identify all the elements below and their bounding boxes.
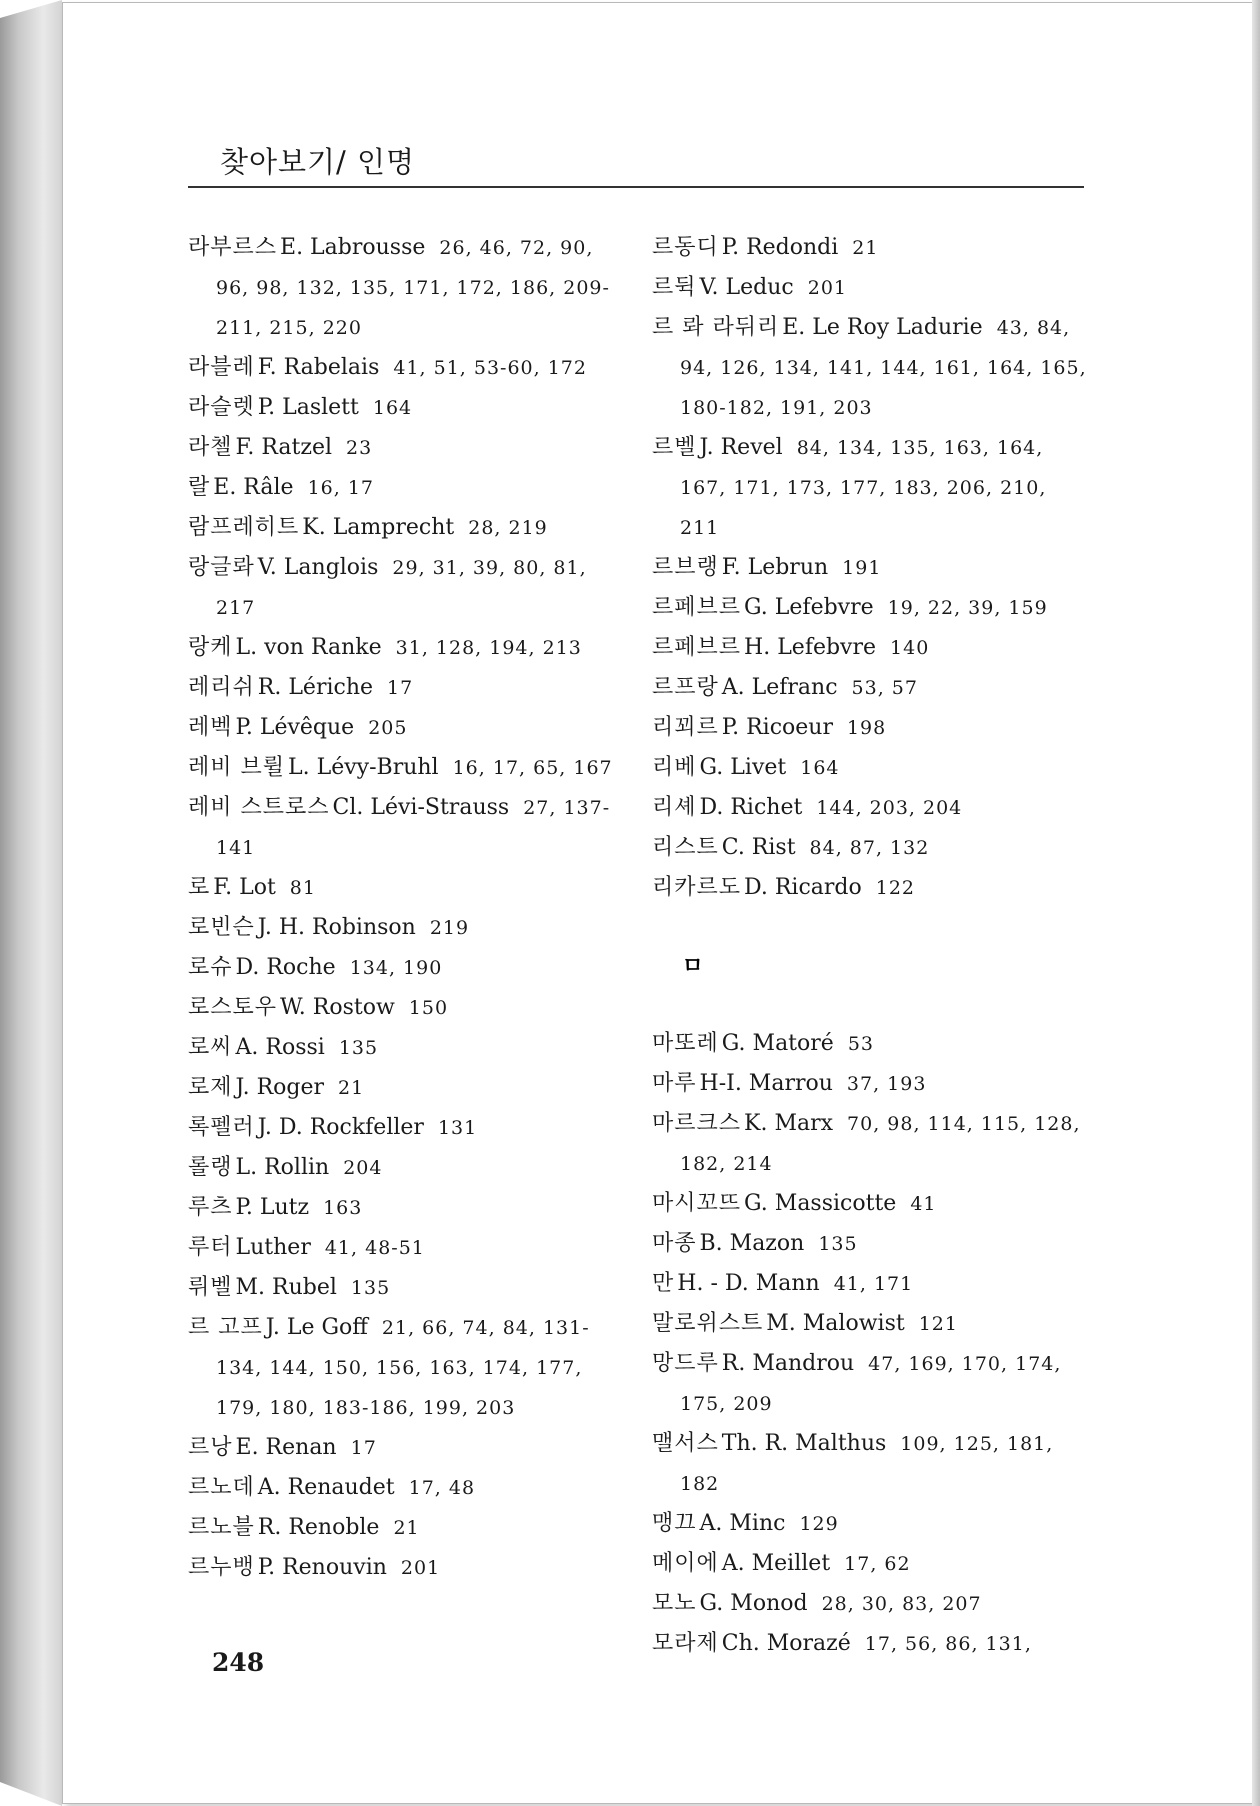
page-number: 248 (212, 1648, 265, 1677)
entry-page-refs: 81 (289, 877, 316, 899)
entry-page-refs: 131 (437, 1117, 478, 1139)
entry-original-name: P. Lutz (235, 1195, 310, 1220)
entry-original-name: C. Rist (721, 835, 796, 860)
entry-page-refs: 23 (346, 437, 373, 459)
entry-korean-name: 레비 브륄 (188, 755, 286, 780)
entry-original-name: M. Malowist (766, 1311, 905, 1336)
entry-korean-name: 르동디 (652, 235, 719, 260)
entry-original-name: D. Roche (235, 955, 336, 980)
entry-korean-name: 말로위스트 (652, 1311, 764, 1336)
index-entry (652, 1224, 1092, 1264)
entry-page-refs: 28, 30, 83, 207 (821, 1593, 982, 1615)
entry-page-refs: 164 (800, 757, 840, 779)
entry-korean-name: 라부르스 (188, 235, 278, 260)
entry-korean-name: 마시꼬뜨 (652, 1191, 742, 1216)
index-entry (188, 708, 628, 748)
entry-korean-name: 레벡 (188, 715, 233, 740)
index-entry (652, 1544, 1092, 1584)
index-entry (652, 828, 1092, 868)
index-entry (188, 628, 628, 668)
entry-original-name: A. Lefranc (721, 675, 838, 700)
entry-original-name: P. Ricoeur (721, 715, 833, 740)
entry-original-name: D. Richet (699, 795, 803, 820)
entry-korean-name: 라블레 (188, 355, 255, 380)
entry-korean-name: 맬서스 (652, 1431, 719, 1456)
entry-original-name: R. Renoble (257, 1515, 380, 1540)
entry-korean-name: 루츠 (188, 1195, 233, 1220)
entry-original-name: P. Redondi (721, 235, 839, 260)
entry-korean-name: 모라제 (652, 1631, 719, 1656)
index-entry (652, 548, 1092, 588)
entry-original-name: K. Marx (744, 1111, 834, 1136)
index-column-right (652, 228, 1092, 1664)
entry-korean-name: 르 롸 라뒤리 (652, 315, 780, 340)
index-entry (188, 668, 628, 708)
entry-page-refs: 47, 169, 170, 174, 175, 209 (680, 1353, 1062, 1415)
entry-original-name: P. Renouvin (257, 1555, 387, 1580)
entry-page-refs: 53 (847, 1033, 874, 1055)
entry-page-refs: 84, 134, 135, 163, 164, 167, 171, 173, 177, 183, 206, 210, 211 (680, 437, 1047, 539)
entry-original-name: Ch. Morazé (721, 1631, 851, 1656)
index-entry (188, 788, 628, 868)
entry-korean-name: 메이에 (652, 1551, 719, 1576)
entry-page-refs: 129 (799, 1513, 839, 1535)
index-entry (652, 1624, 1092, 1664)
entry-page-refs: 16, 17 (307, 477, 374, 499)
index-entry (652, 748, 1092, 788)
entry-korean-name: 망드루 (652, 1351, 719, 1376)
entry-korean-name: 로 (188, 875, 211, 900)
entry-korean-name: 리셰 (652, 795, 697, 820)
entry-original-name: V. Langlois (257, 555, 379, 580)
entry-original-name: R. Lériche (257, 675, 374, 700)
entry-korean-name: 르낭 (188, 1435, 233, 1460)
entry-korean-name: 랑글롸 (188, 555, 255, 580)
entry-original-name: E. Renan (235, 1435, 337, 1460)
index-entry (188, 1308, 628, 1428)
entry-korean-name: 리스트 (652, 835, 719, 860)
entry-korean-name: 모노 (652, 1591, 697, 1616)
entry-page-refs: 201 (400, 1557, 441, 1579)
entry-page-refs: 134, 190 (349, 957, 443, 979)
entry-original-name: G. Lefebvre (744, 595, 874, 620)
index-entry (188, 388, 628, 428)
entry-original-name: B. Mazon (699, 1231, 805, 1256)
entry-korean-name: 로스토우 (188, 995, 278, 1020)
entry-korean-name: 마루 (652, 1071, 697, 1096)
entry-original-name: G. Massicotte (744, 1191, 897, 1216)
entry-page-refs: 17, 56, 86, 131, (864, 1633, 1032, 1655)
entry-original-name: J. Revel (699, 435, 783, 460)
index-entry (652, 588, 1092, 628)
entry-korean-name: 람프레히트 (188, 515, 300, 540)
index-entry (652, 1344, 1092, 1424)
entry-korean-name: 르노블 (188, 1515, 255, 1540)
index-entry (188, 1228, 628, 1268)
index-entry (188, 908, 628, 948)
entry-original-name: L. Rollin (235, 1155, 330, 1180)
index-entry (652, 1024, 1092, 1064)
entry-page-refs: 140 (890, 637, 930, 659)
entry-page-refs: 29, 31, 39, 80, 81, 217 (216, 557, 587, 619)
index-entry (652, 668, 1092, 708)
entry-page-refs: 204 (343, 1157, 383, 1179)
entry-page-refs: 109, 125, 181, 182 (680, 1433, 1054, 1495)
entry-page-refs: 19, 22, 39, 159 (887, 597, 1048, 619)
entry-original-name: E. Le Roy Ladurie (782, 315, 983, 340)
entry-original-name: E. Râle (213, 475, 294, 500)
entry-korean-name: 레비 스트로스 (188, 795, 330, 820)
entry-korean-name: 레리쉬 (188, 675, 255, 700)
entry-korean-name: 록펠러 (188, 1115, 255, 1140)
entry-original-name: V. Leduc (699, 275, 794, 300)
entry-korean-name: 만 (652, 1271, 675, 1296)
entry-page-refs: 135 (338, 1037, 379, 1059)
entry-korean-name: 라첼 (188, 435, 233, 460)
entry-korean-name: 맹끄 (652, 1511, 697, 1536)
entry-page-refs: 41 (910, 1193, 937, 1215)
entry-page-refs: 191 (842, 557, 882, 579)
entry-page-refs: 201 (807, 277, 848, 299)
entry-original-name: P. Lévêque (235, 715, 355, 740)
entry-page-refs: 150 (408, 997, 449, 1019)
entry-page-refs: 21, 66, 74, 84, 131-134, 144, 150, 156, 163, 174, 177, 179, 180, 183-186, 199, 203 (216, 1317, 590, 1419)
section-letter-mark: ㅁ (682, 954, 704, 979)
entry-page-refs: 17 (387, 677, 414, 699)
entry-korean-name: 뤼벨 (188, 1275, 233, 1300)
entry-page-refs: 53, 57 (851, 677, 918, 699)
entry-original-name: W. Rostow (280, 995, 395, 1020)
index-entry (652, 228, 1092, 268)
entry-original-name: G. Monod (699, 1591, 808, 1616)
entry-page-refs: 205 (368, 717, 408, 739)
entry-korean-name: 랄 (188, 475, 211, 500)
entry-original-name: J. Roger (235, 1075, 325, 1100)
entry-page-refs: 26, 46, 72, 90, 96, 98, 132, 135, 171, 172, 186, 209-211, 215, 220 (216, 237, 610, 339)
entry-korean-name: 루터 (188, 1235, 233, 1260)
entry-page-refs: 163 (323, 1197, 363, 1219)
entry-page-refs: 21 (338, 1077, 365, 1099)
entry-original-name: J. D. Rockfeller (257, 1115, 424, 1140)
entry-korean-name: 리카르도 (652, 875, 742, 900)
entry-original-name: E. Labrousse (280, 235, 426, 260)
index-entry (652, 1064, 1092, 1104)
entry-page-refs: 135 (350, 1277, 391, 1299)
entry-page-refs: 17, 62 (844, 1553, 911, 1575)
entry-korean-name: 르누뱅 (188, 1555, 255, 1580)
entry-original-name: F. Lebrun (721, 555, 829, 580)
index-entry (188, 508, 628, 548)
index-entry (188, 1108, 628, 1148)
entry-korean-name: 르페브르 (652, 595, 742, 620)
index-entry (652, 1264, 1092, 1304)
page-title: 찾아보기/ 인명 (220, 145, 416, 179)
entry-original-name: H-I. Marrou (699, 1071, 833, 1096)
entry-korean-name: 르뒥 (652, 275, 697, 300)
index-entry (188, 1548, 628, 1588)
entry-korean-name: 라슬렛 (188, 395, 255, 420)
index-entry (188, 868, 628, 908)
entry-original-name: M. Rubel (235, 1275, 337, 1300)
entry-page-refs: 219 (429, 917, 470, 939)
page-edge (1252, 0, 1260, 1806)
entry-original-name: A. Rossi (235, 1035, 325, 1060)
entry-korean-name: 르프랑 (652, 675, 719, 700)
entry-original-name: P. Laslett (257, 395, 359, 420)
entry-page-refs: 144, 203, 204 (816, 797, 963, 819)
entry-original-name: D. Ricardo (744, 875, 862, 900)
entry-korean-name: 마종 (652, 1231, 697, 1256)
entry-korean-name: 로제 (188, 1075, 233, 1100)
index-entry (188, 548, 628, 628)
entry-page-refs: 28, 219 (468, 517, 548, 539)
index-entry (188, 948, 628, 988)
entry-original-name: K. Lamprecht (302, 515, 455, 540)
entry-original-name: H. Lefebvre (744, 635, 877, 660)
entry-original-name: Cl. Lévi-Strauss (332, 795, 510, 820)
index-entry (188, 428, 628, 468)
header-rule (188, 186, 1084, 188)
index-entry (652, 1184, 1092, 1224)
index-entry (652, 628, 1092, 668)
entry-page-refs: 16, 17, 65, 167 (452, 757, 613, 779)
index-entry (188, 1428, 628, 1468)
book-spine (0, 0, 62, 1806)
entry-page-refs: 21 (852, 237, 879, 259)
index-entry (652, 788, 1092, 828)
entry-page-refs: 21 (393, 1517, 420, 1539)
entry-original-name: F. Rabelais (257, 355, 380, 380)
entry-original-name: F. Lot (213, 875, 276, 900)
index-entry (188, 228, 628, 348)
entry-original-name: G. Livet (699, 755, 787, 780)
entry-page-refs: 70, 98, 114, 115, 128, 182, 214 (680, 1113, 1081, 1175)
entry-korean-name: 마르크스 (652, 1111, 742, 1136)
entry-page-refs: 37, 193 (846, 1073, 927, 1095)
entry-original-name: L. Lévy-Bruhl (288, 755, 439, 780)
index-entry (188, 468, 628, 508)
entry-page-refs: 198 (846, 717, 887, 739)
entry-page-refs: 43, 84, 94, 126, 134, 141, 144, 161, 164, 165, 180-182, 191, 203 (680, 317, 1087, 419)
entry-page-refs: 27, 137-141 (216, 797, 611, 859)
index-entry (652, 1584, 1092, 1624)
index-entry (188, 1028, 628, 1068)
index-entry (652, 268, 1092, 308)
entry-page-refs: 41, 171 (833, 1273, 914, 1295)
entry-page-refs: 84, 87, 132 (809, 837, 930, 859)
index-entry (652, 1504, 1092, 1544)
entry-korean-name: 로슈 (188, 955, 233, 980)
entry-original-name: A. Minc (699, 1511, 786, 1536)
index-entry (652, 868, 1092, 908)
index-entry (652, 428, 1092, 548)
index-entry (652, 1304, 1092, 1344)
index-column-left (188, 228, 628, 1588)
entry-korean-name: 로씨 (188, 1035, 233, 1060)
index-entry (652, 708, 1092, 748)
entry-original-name: A. Renaudet (257, 1475, 395, 1500)
entry-page-refs: 121 (918, 1313, 958, 1335)
entry-page-refs: 17, 48 (408, 1477, 476, 1499)
entry-korean-name: 리꾀르 (652, 715, 719, 740)
index-entry (188, 1468, 628, 1508)
entry-korean-name: 리베 (652, 755, 697, 780)
entry-original-name: J. H. Robinson (257, 915, 416, 940)
index-entry (188, 1068, 628, 1108)
entry-original-name: Th. R. Malthus (721, 1431, 887, 1456)
entry-korean-name: 롤랭 (188, 1155, 233, 1180)
entry-page-refs: 164 (372, 397, 413, 419)
index-entry (188, 1188, 628, 1228)
entry-original-name: R. Mandrou (721, 1351, 855, 1376)
entry-original-name: F. Ratzel (235, 435, 333, 460)
entry-korean-name: 르 고프 (188, 1315, 263, 1340)
entry-korean-name: 르브랭 (652, 555, 719, 580)
index-entry (188, 988, 628, 1028)
index-entry (188, 1148, 628, 1188)
entry-original-name: H. - D. Mann (677, 1271, 820, 1296)
index-entry (652, 1104, 1092, 1184)
index-entry (188, 1508, 628, 1548)
index-entry (188, 1268, 628, 1308)
entry-korean-name: 마또레 (652, 1031, 719, 1056)
entry-korean-name: 로빈슨 (188, 915, 255, 940)
entry-original-name: J. Le Goff (265, 1315, 368, 1340)
entry-korean-name: 르페브르 (652, 635, 742, 660)
entry-korean-name: 르벨 (652, 435, 697, 460)
index-entry (652, 1424, 1092, 1504)
entry-page-refs: 17 (350, 1437, 377, 1459)
index-entry (188, 348, 628, 388)
entry-page-refs: 41, 51, 53-60, 172 (393, 357, 587, 379)
index-entry (188, 748, 628, 788)
entry-original-name: Luther (235, 1235, 311, 1260)
entry-original-name: L. von Ranke (235, 635, 382, 660)
index-entry (652, 308, 1092, 428)
entry-page-refs: 122 (875, 877, 916, 899)
entry-page-refs: 41, 48-51 (324, 1237, 425, 1259)
entry-korean-name: 르노데 (188, 1475, 255, 1500)
entry-page-refs: 135 (818, 1233, 858, 1255)
entry-page-refs: 31, 128, 194, 213 (395, 637, 582, 659)
entry-original-name: G. Matoré (721, 1031, 834, 1056)
entry-korean-name: 랑케 (188, 635, 233, 660)
entry-original-name: A. Meillet (721, 1551, 831, 1576)
